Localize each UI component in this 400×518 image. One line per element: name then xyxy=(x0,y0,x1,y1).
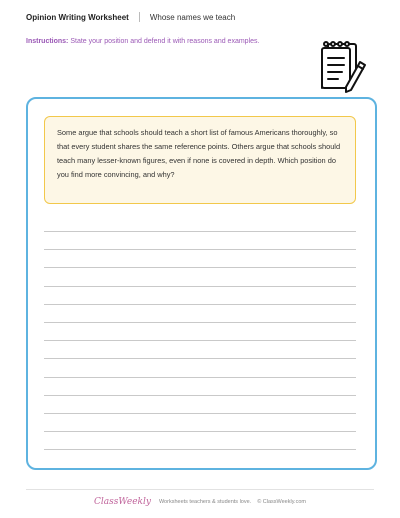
footer xyxy=(0,497,400,507)
prompt-box xyxy=(44,116,356,204)
writing-line xyxy=(44,395,356,396)
footer-tagline: Worksheets teachers & students love. xyxy=(158,499,252,505)
writing-line xyxy=(44,358,356,359)
instructions-text: State your position and defend it with reasons and examples. xyxy=(70,38,260,45)
brand-logo: ClassWeekly xyxy=(94,497,151,507)
writing-line xyxy=(44,231,356,232)
writing-line xyxy=(44,377,356,378)
header-divider xyxy=(139,12,140,22)
writing-line xyxy=(44,249,356,250)
writing-line xyxy=(44,431,356,432)
writing-line xyxy=(44,304,356,305)
footer-copyright: © ClassWeekly.com xyxy=(257,499,306,505)
worksheet-subtitle: Whose names we teach xyxy=(149,12,236,22)
instructions xyxy=(26,38,259,45)
writing-line xyxy=(44,340,356,341)
notepad-pencil-icon xyxy=(314,38,370,96)
prompt-text: Some argue that schools should teach a short list of famous Americans thoroughly, so that every student shares the same reference points. Others argue that schools should teach many lesser-known figures, even if none is covered in depth. Which position do you find more convincing, and why? xyxy=(57,128,341,179)
writing-line xyxy=(44,413,356,414)
writing-line xyxy=(44,286,356,287)
worksheet-header xyxy=(26,12,235,22)
writing-line xyxy=(44,449,356,450)
writing-line xyxy=(44,267,356,268)
instructions-label: Instructions: xyxy=(26,38,69,45)
worksheet-title: Opinion Writing Worksheet xyxy=(26,12,129,22)
writing-line xyxy=(44,322,356,323)
footer-divider xyxy=(26,489,374,490)
